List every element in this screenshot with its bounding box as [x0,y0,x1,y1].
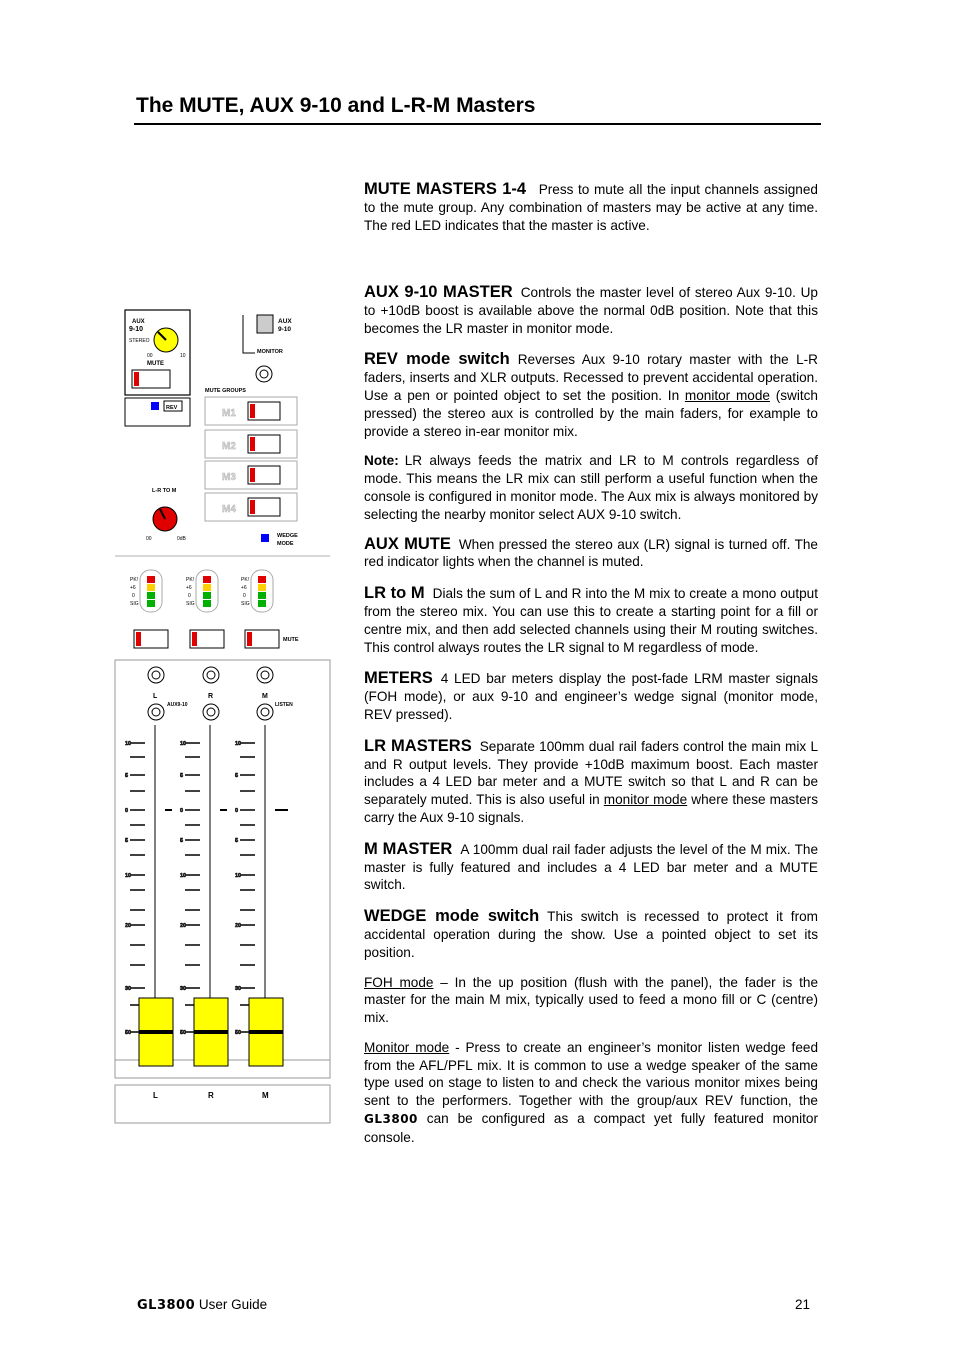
r-mute-led [192,632,197,646]
l-scale-label: 5 [125,838,129,844]
meter-r [186,570,218,612]
r-scale-label: 30 [180,986,187,992]
mute-group-3[interactable] [205,461,297,489]
meter-l-led-sig [147,600,155,607]
note-label: Note: [364,453,399,469]
meters-body: 4 LED bar meters display the post-fade LRM master signals (FOH mode), or aux 9-10 and engineer’s wedge signal (monitor mode, REV pressed). [364,671,818,722]
m-mute-led [247,632,252,646]
meter-l-led-6 [147,584,155,591]
aux-master-paragraph [364,284,818,337]
l-mute-led [136,632,141,646]
lr-to-m-body: Dials the sum of L and R into the M mix to create a mono output from the stereo mix. You can use this to create a starting point for a fill or centre mix, and then add selected channels using their M routing switches. This control always routes the LR signal to M regardless of mode. [364,586,819,655]
aux-master-body: Controls the master level of stereo Aux 9-10. Up to +10dB boost is available above the normal 0dB position. Note that this becomes the LR master in monitor mode. [364,285,818,336]
m-socket-bottom-inner [261,708,269,716]
meter-m-label-6: +6 [241,585,247,591]
monitor-mode-body-b: can be configured as a compact yet fully featured monitor console. [364,1111,818,1145]
meter-r-label-pk: PK! [186,577,195,583]
foh-mode-paragraph [364,974,818,1027]
lr-to-m-heading: LR to M [364,584,425,603]
r-scale-label: 50 [180,1030,187,1036]
rev-mode-heading: REV mode switch [364,350,510,369]
rev-label: REV [166,405,178,411]
foh-mode-body: – In the up position (flush with the panel), the fader is the master for the main M mix, typically used to feed a mono fill or C (centre) mix. [364,974,818,1026]
meters-heading: METERS [364,669,433,688]
l-scale-label: 5 [125,773,129,779]
lr-masters-body-b: where these masters carry the Aux 9-10 signals. [364,792,819,825]
meter-m-led-0 [258,592,266,599]
mute-masters-body: Press to mute all the input channels assigned to the mute group. Any combination of masters may be active at any time. The red LED indicates that the master is active. [364,182,818,233]
wedge-mode-body: This switch is recessed to protect it from accidental operation during the show. Use a pointed object to set its position. [364,909,818,960]
monitor-select-socket-inner [260,370,268,378]
r-scale-label: 5 [180,838,184,844]
footer-brand-logo: GL3800 [137,1298,196,1313]
monitor-mode-link-2: monitor mode [603,792,688,808]
meter-r-label-0: 0 [188,593,191,599]
rev-mode-paragraph [364,351,818,440]
meter-m-label-0: 0 [243,593,246,599]
m-scale-label: 20 [235,923,242,929]
l-socket-top-inner [152,671,160,679]
label-strip [115,1085,330,1123]
m-socket-top-inner [261,671,269,679]
monitor-mode-link: monitor mode [684,387,770,403]
m-scale-label: 5 [235,773,239,779]
meter-l-label-0: 0 [132,593,135,599]
aux-label: AUX [132,319,145,325]
brand-inline: GL3800 [364,1112,418,1127]
note-body: LR always feeds the matrix and LR to M controls regardless of mode. This means the LR mix can still perform a useful function when the console is configured in monitor mode. The Aux mix is always monitored by selecting the nearby monitor select AUX 9-10 switch. [364,453,818,522]
title-rule [134,123,821,125]
monitor-mode-paragraph [364,1039,818,1147]
meter-mute-label: MUTE [283,637,299,643]
lr-to-m-label: L-R TO M [152,488,177,494]
footer-text: User Guide [198,1297,268,1312]
meter-l-led-0 [147,592,155,599]
meter-m-led-sig [258,600,266,607]
bottom-label-l: L [153,1091,158,1100]
wedge-led [261,534,269,542]
text-block-top [364,181,818,248]
wedge-label-2: MODE [277,541,294,547]
meters-paragraph [364,670,818,723]
mute-group-1[interactable] [205,397,297,425]
meter-l-led-peak [147,576,155,583]
m-fader-knob-line [249,1030,283,1034]
text-block-main [364,284,818,1161]
mute-group-1-led [250,404,255,418]
m-scale-label: 50 [235,1030,242,1036]
l-scale-label: 20 [125,923,132,929]
aux-mute-body: When pressed the stereo aux (LR) signal is turned off. The red indicator lights when the channel is muted. [364,536,818,570]
rev-mode-body-a: Reverses Aux 9-10 rotary master with the L-R faders, inserts and XLR outputs. Recessed to prevent accidental operation. Use a pen or pointed object to set the position. In [364,352,818,403]
r-scale-label: 10 [180,873,187,879]
stereo-label: STEREO [129,338,150,344]
channel-label-m: M [262,693,268,700]
channel-label-l: L [153,693,158,700]
foh-mode-link: FOH mode [364,974,434,990]
aux-monitor-switch[interactable] [257,315,273,333]
page-number: 21 [795,1297,811,1312]
l-scale-label: 30 [125,986,132,992]
r-scale-label: 10 [180,741,187,747]
m-scale-label: 10 [235,873,242,879]
r-scale-label: 20 [180,923,187,929]
meter-m-label-pk: PK! [241,577,250,583]
aux-mute-paragraph [364,536,818,572]
meter-l-label-sig: SIG [130,601,139,607]
l-socket-bottom-inner [152,708,160,716]
mute-group-3-label: M3 [222,472,236,483]
l-scale-label: 0 [125,808,129,814]
bottom-label-m: M [262,1091,269,1100]
meter-m-led-6 [258,584,266,591]
l-scale-label: 10 [125,741,132,747]
lr-masters-heading: LR MASTERS [364,736,472,755]
meter-r-led-sig [203,600,211,607]
mute-group-2-label: M2 [222,441,236,452]
monitor-mode-link-3: Monitor mode [364,1039,450,1055]
mute-masters-paragraph [364,181,818,234]
m-scale-label: 0 [235,808,239,814]
wedge-mode-paragraph [364,908,818,961]
mute-group-3-led [250,468,255,482]
meter-r-led-6 [203,584,211,591]
l-scale-label: 10 [125,873,132,879]
footer-left [137,1297,267,1313]
channel-label-r: R [208,693,214,700]
l-fader-knob-line [139,1030,173,1034]
lr-masters-paragraph [364,738,818,827]
meter-r-led-peak [203,576,211,583]
mute-group-4-label: M4 [222,504,236,515]
lr-to-m-paragraph [364,585,818,656]
meter-r-led-0 [203,592,211,599]
mute-group-4[interactable] [205,493,297,521]
m-scale-label: 5 [235,838,239,844]
wedge-mode-heading: WEDGE mode switch [364,907,540,926]
monitor-label: MONITOR [257,349,283,355]
meter-m-led-peak [258,576,266,583]
monitor-mode-body-a: - Press to create an engineer’s monitor listen wedge feed from the AFL/PFL mix. It is common to use a wedge speaker of the same type used on stage to listen to and check the various monitor mixes being sent to the performers. Together with the group/aux REV function, the [364,1039,819,1109]
insert-left-label: AUX9-10 [167,702,188,708]
aux-mute-led [134,372,139,386]
rev-led [151,402,159,410]
r-socket-top-inner [207,671,215,679]
r-fader-knob-line [194,1030,228,1034]
m-scale-label: 10 [235,741,242,747]
wedge-label: WEDGE [277,533,298,539]
mute-group-1-label: M1 [222,408,236,419]
mute-groups-label: MUTE GROUPS [205,388,246,394]
m-master-heading: M MASTER [364,839,453,858]
note-paragraph [364,452,818,523]
lr-masters-body-a: Separate 100mm dual rail faders control the main mix L and R output levels. They provide +10dB maximum boost. Each master includes a 4 LED bar meter and a MUTE switch so that L and R can be separately muted. This is also useful in [364,738,819,808]
r-scale-label: 5 [180,773,184,779]
meter-l [130,570,162,612]
mute-group-4-led [250,500,255,514]
rev-mode-body-b: (switch pressed) the stereo aux is controlled by the main faders, for example to provide a stereo in-ear monitor mix. [364,387,818,439]
meter-m-label-sig: SIG [241,601,250,607]
mute-group-2-led [250,437,255,451]
meter-r-label-6: +6 [186,585,192,591]
aux-mute-heading: AUX MUTE [364,534,451,553]
console-diagram [110,300,335,1130]
lr-to-m-scale-min: 00 [146,536,152,542]
page-title: The MUTE, AUX 9-10 and L-R-M Masters [136,94,536,117]
mute-group-2[interactable] [205,430,297,458]
m-master-body: A 100mm dual rail fader adjusts the level of the M mix. The master is fully featured and includes a 4 LED bar meter and a MUTE switch. [364,841,819,893]
r-socket-bottom-inner [207,708,215,716]
aux-scale-min: 00 [147,353,153,359]
aux-label-2: 9-10 [129,326,144,333]
r-scale-label: 0 [180,808,184,814]
lr-to-m-scale-max: 0dB [177,536,186,542]
bottom-label-r: R [208,1091,214,1100]
mute-masters-heading: MUTE MASTERS 1-4 [364,180,527,198]
monitor-bracket [243,315,255,353]
insert-right-label: LISTEN [275,702,293,708]
fader-scales [125,725,288,1040]
meter-m [241,570,273,612]
meter-l-label-pk: PK! [130,577,139,583]
aux-switch-label-2: 9-10 [278,326,292,333]
aux-master-heading: AUX 9-10 MASTER [364,283,513,301]
aux-switch-label: AUX [278,318,292,325]
meter-l-label-6: +6 [130,585,136,591]
aux-scale-max: 10 [180,353,186,359]
l-scale-label: 50 [125,1030,132,1036]
meter-r-label-sig: SIG [186,601,195,607]
m-master-paragraph [364,841,818,894]
m-scale-label: 30 [235,986,242,992]
aux-mute-label: MUTE [147,361,164,367]
